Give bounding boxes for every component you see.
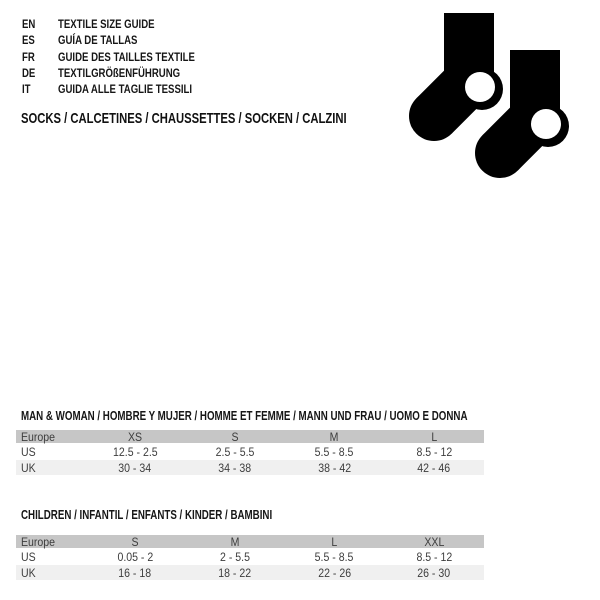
table-cell: 42 - 46 bbox=[417, 460, 451, 475]
language-row bbox=[22, 81, 229, 97]
table-header-cell: S bbox=[131, 535, 139, 549]
table-row bbox=[16, 460, 484, 475]
language-row bbox=[22, 16, 229, 32]
language-label: GUIDA ALLE TAGLIE TESSILI bbox=[58, 82, 193, 97]
row-label-cell: UK bbox=[21, 460, 36, 475]
table-cell: 0.05 - 2 bbox=[116, 549, 153, 564]
table-cell: 5.5 - 8.5 bbox=[315, 444, 354, 459]
table-cell: 5.5 - 8.5 bbox=[315, 549, 354, 564]
language-code: DE bbox=[22, 66, 36, 81]
table-header-cell: L bbox=[331, 535, 338, 549]
table-row bbox=[16, 443, 484, 460]
table-header-cell: L bbox=[431, 430, 438, 444]
table-cell: 2 - 5.5 bbox=[219, 549, 250, 564]
language-row bbox=[22, 65, 229, 81]
table-cell: 22 - 26 bbox=[317, 565, 351, 580]
language-label: TEXTILGRÖßENFÜHRUNG bbox=[58, 66, 181, 81]
table-row bbox=[16, 548, 484, 565]
children-table-title: CHILDREN / INFANTIL / ENFANTS / KINDER / BAMBINI bbox=[21, 507, 273, 522]
category-title: SOCKS / CALCETINES / CHAUSSETTES / SOCKEN / CALZINI bbox=[21, 110, 347, 127]
adults-table-title: MAN & WOMAN / HOMBRE Y MUJER / HOMME ET FEMME / MANN UND FRAU / UOMO E DONNA bbox=[21, 408, 468, 423]
table-cell: 30 - 34 bbox=[118, 460, 152, 475]
row-label-cell: US bbox=[21, 444, 36, 459]
table-header-cell: M bbox=[329, 430, 339, 444]
language-code: ES bbox=[22, 33, 35, 48]
table-cell: 12.5 - 2.5 bbox=[112, 444, 158, 459]
table-header-cell: XXL bbox=[424, 535, 445, 549]
table-header-cell: XS bbox=[127, 430, 142, 444]
language-row bbox=[22, 49, 229, 65]
language-label: GUÍA DE TALLAS bbox=[58, 33, 138, 48]
language-label: GUIDE DES TAILLES TEXTILE bbox=[58, 49, 195, 64]
children-size-table bbox=[16, 535, 484, 580]
table-header-cell: M bbox=[230, 535, 240, 549]
adults-size-table bbox=[16, 430, 484, 475]
table-cell: 16 - 18 bbox=[118, 565, 152, 580]
table-header-cell: Europe bbox=[21, 535, 56, 549]
table-cell: 26 - 30 bbox=[417, 565, 451, 580]
language-row bbox=[22, 32, 229, 48]
language-code: FR bbox=[22, 49, 35, 64]
table-cell: 8.5 - 12 bbox=[416, 549, 453, 564]
table-header-cell: Europe bbox=[21, 430, 56, 444]
table-cell: 38 - 42 bbox=[317, 460, 351, 475]
table-cell: 18 - 22 bbox=[218, 565, 252, 580]
table-cell: 8.5 - 12 bbox=[416, 444, 453, 459]
language-code: IT bbox=[22, 82, 31, 97]
language-list bbox=[22, 16, 229, 97]
table-cell: 34 - 38 bbox=[218, 460, 252, 475]
row-label-cell: UK bbox=[21, 565, 36, 580]
table-cell: 2.5 - 5.5 bbox=[215, 444, 254, 459]
language-code: EN bbox=[22, 17, 36, 32]
sock-front-icon bbox=[475, 50, 569, 178]
table-header-cell: S bbox=[231, 430, 239, 444]
table-header-row bbox=[16, 535, 484, 548]
table-header-row bbox=[16, 430, 484, 443]
table-row bbox=[16, 565, 484, 580]
row-label-cell: US bbox=[21, 549, 36, 564]
language-label: TEXTILE SIZE GUIDE bbox=[58, 17, 155, 32]
